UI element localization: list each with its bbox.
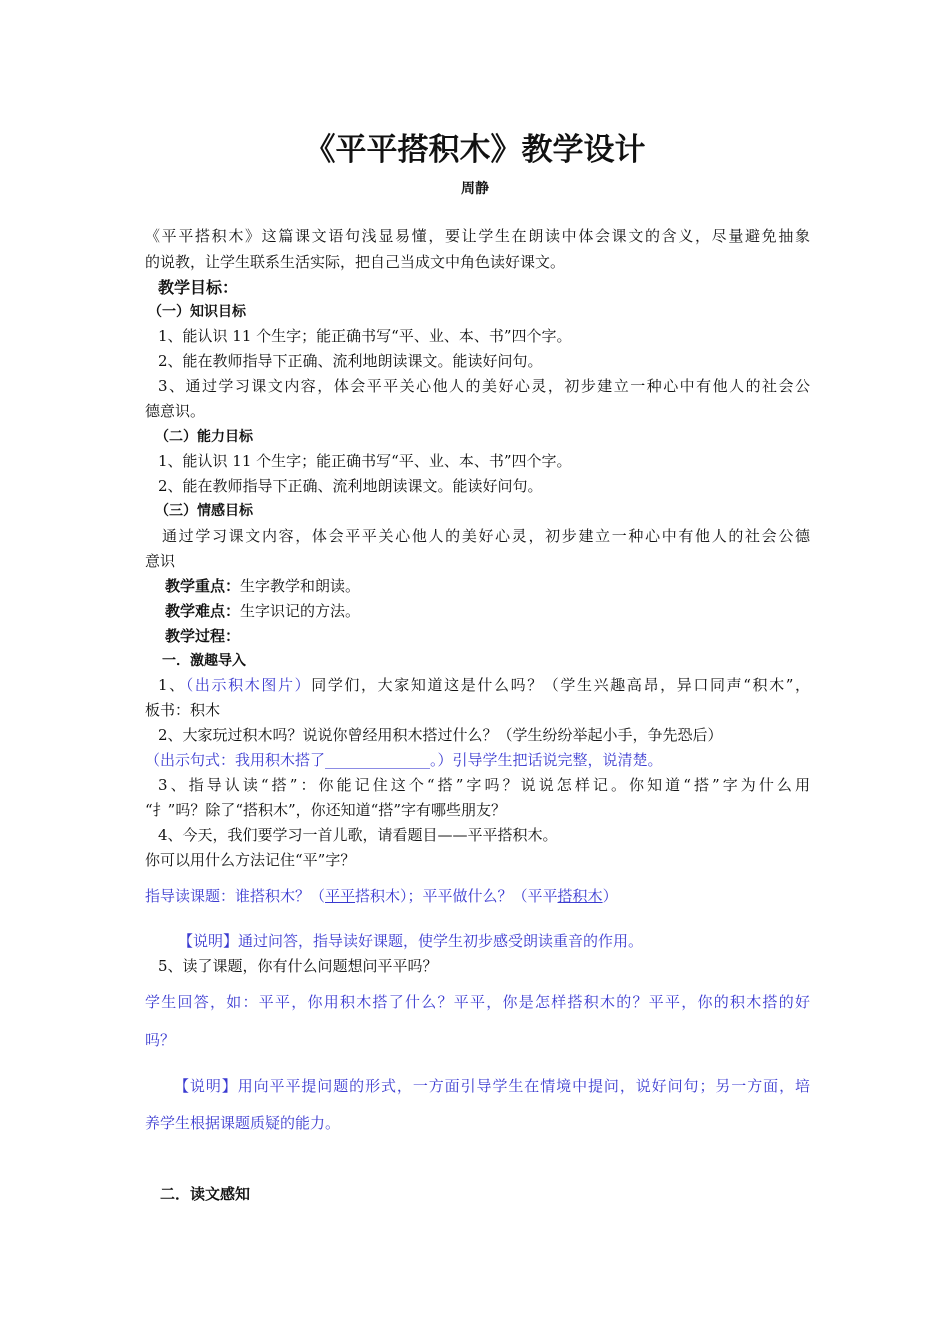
process-item-4-line-2: 你可以用什么方法记住“平”字？	[145, 851, 356, 869]
knowledge-item-3-line-1: 3、通过学习课文内容，体会平平关心他人的美好心灵，初步建立一种心中有他人的社会公	[158, 377, 810, 395]
process-item-5: 5、读了课题，你有什么问题想问平平吗？	[158, 957, 438, 975]
difficult-points-label: 教学难点：	[165, 602, 241, 620]
process-item-2-line-1: 2、大家玩过积木吗？说说你曾经用积木搭过什么？（学生纷纷举起小手，争先恐后）	[158, 726, 723, 744]
show-picture-note: （出示积木图片）	[185, 676, 312, 694]
student-answer-line-2: 吗？	[145, 1031, 176, 1049]
sentence-pattern-prompt: （出示句式：我用积木搭了	[145, 751, 326, 769]
key-points-label: 教学重点：	[165, 577, 241, 595]
author-name: 周静	[461, 181, 489, 197]
emotion-item-line-2: 意识	[145, 552, 176, 570]
sentence-pattern-guide: 。）引导学生把话说完整，说清楚。	[430, 751, 663, 769]
explanation-note-1: 【说明】通过问答，指导读好课题，使学生初步感受朗读重音的作用。	[178, 932, 644, 950]
goals-heading: 教学目标：	[158, 278, 239, 297]
emotion-heading: （三）情感目标	[155, 503, 253, 519]
key-points-text: 生字教学和朗读。	[240, 577, 361, 595]
document-title: 《平平搭积木》教学设计	[304, 132, 646, 168]
ability-item-1: 1、能认识 11 个生字；能正确书写“平、业、本、书”四个字。	[158, 452, 572, 470]
knowledge-item-2: 2、能在教师指导下正确、流利地朗读课文。能读好问句。	[158, 352, 543, 370]
process-item-4-line-1: 4、今天，我们要学习一首儿歌，请看题目——平平搭积木。	[158, 826, 558, 844]
ability-item-2: 2、能在教师指导下正确、流利地朗读课文。能读好问句。	[158, 477, 543, 495]
process-item-1-line-2: 板书：积木	[145, 701, 221, 719]
emphasis-who: 平平	[325, 887, 356, 905]
process-item-3-line-2: “扌”吗？除了“搭积木”，你还知道“搭”字有哪些朋友？	[145, 801, 507, 819]
ability-heading: （二）能力目标	[155, 429, 253, 445]
process-heading: 教学过程：	[165, 627, 241, 645]
intro-line-1: 《平平搭积木》这篇课文语句浅显易懂，要让学生在朗读中体会课文的含义，尽量避免抽象	[145, 227, 810, 245]
knowledge-item-3-line-2: 德意识。	[145, 402, 206, 420]
item-text: 同学们，大家知道这是什么吗？（学生兴趣高昂，异口同声“积木”，	[311, 676, 810, 694]
item-number: 1、	[158, 676, 186, 694]
difficult-points	[165, 601, 830, 621]
knowledge-heading: （一）知识目标	[148, 304, 246, 320]
explanation-note-2-line-1: 【说明】用向平平提问题的形式，一方面引导学生在情境中提问，说好问句；另一方面，培	[174, 1077, 810, 1095]
process-item-2-line-2	[145, 750, 810, 770]
intro-line-2: 的说教，让学生联系生活实际，把自己当成文中角色读好课文。	[145, 253, 566, 271]
section-1-heading: 一．激趣导入	[162, 653, 246, 669]
process-item-3-line-1: 3、指导认读“搭”：你能记住这个“搭”字吗？说说怎样记。你知道“搭”字为什么用	[158, 776, 810, 794]
key-points	[165, 576, 830, 596]
fill-blank: ______________	[325, 751, 431, 769]
student-answer-line-1: 学生回答，如：平平，你用积木搭了什么？平平，你是怎样搭积木的？平平，你的积木搭的好	[145, 993, 810, 1011]
guide-text-b: 搭积木）；平平做什么？（平平	[355, 887, 558, 905]
emotion-item-line-1: 通过学习课文内容，体会平平关心他人的美好心灵，初步建立一种心中有他人的社会公德	[162, 527, 810, 545]
knowledge-item-1: 1、能认识 11 个生字；能正确书写“平、业、本、书”四个字。	[158, 327, 572, 345]
explanation-note-2-line-2: 养学生根据课题质疑的能力。	[145, 1114, 341, 1132]
emphasis-what: 搭积木	[557, 887, 603, 905]
process-item-1-line-1	[158, 675, 810, 695]
guide-reading-title	[145, 886, 810, 906]
section-2-heading: 二．读文感知	[160, 1185, 251, 1203]
guide-text-c: ）	[602, 887, 618, 905]
guide-text-a: 指导读课题：谁搭积木？（	[145, 887, 326, 905]
difficult-points-text: 生字识记的方法。	[240, 602, 361, 620]
